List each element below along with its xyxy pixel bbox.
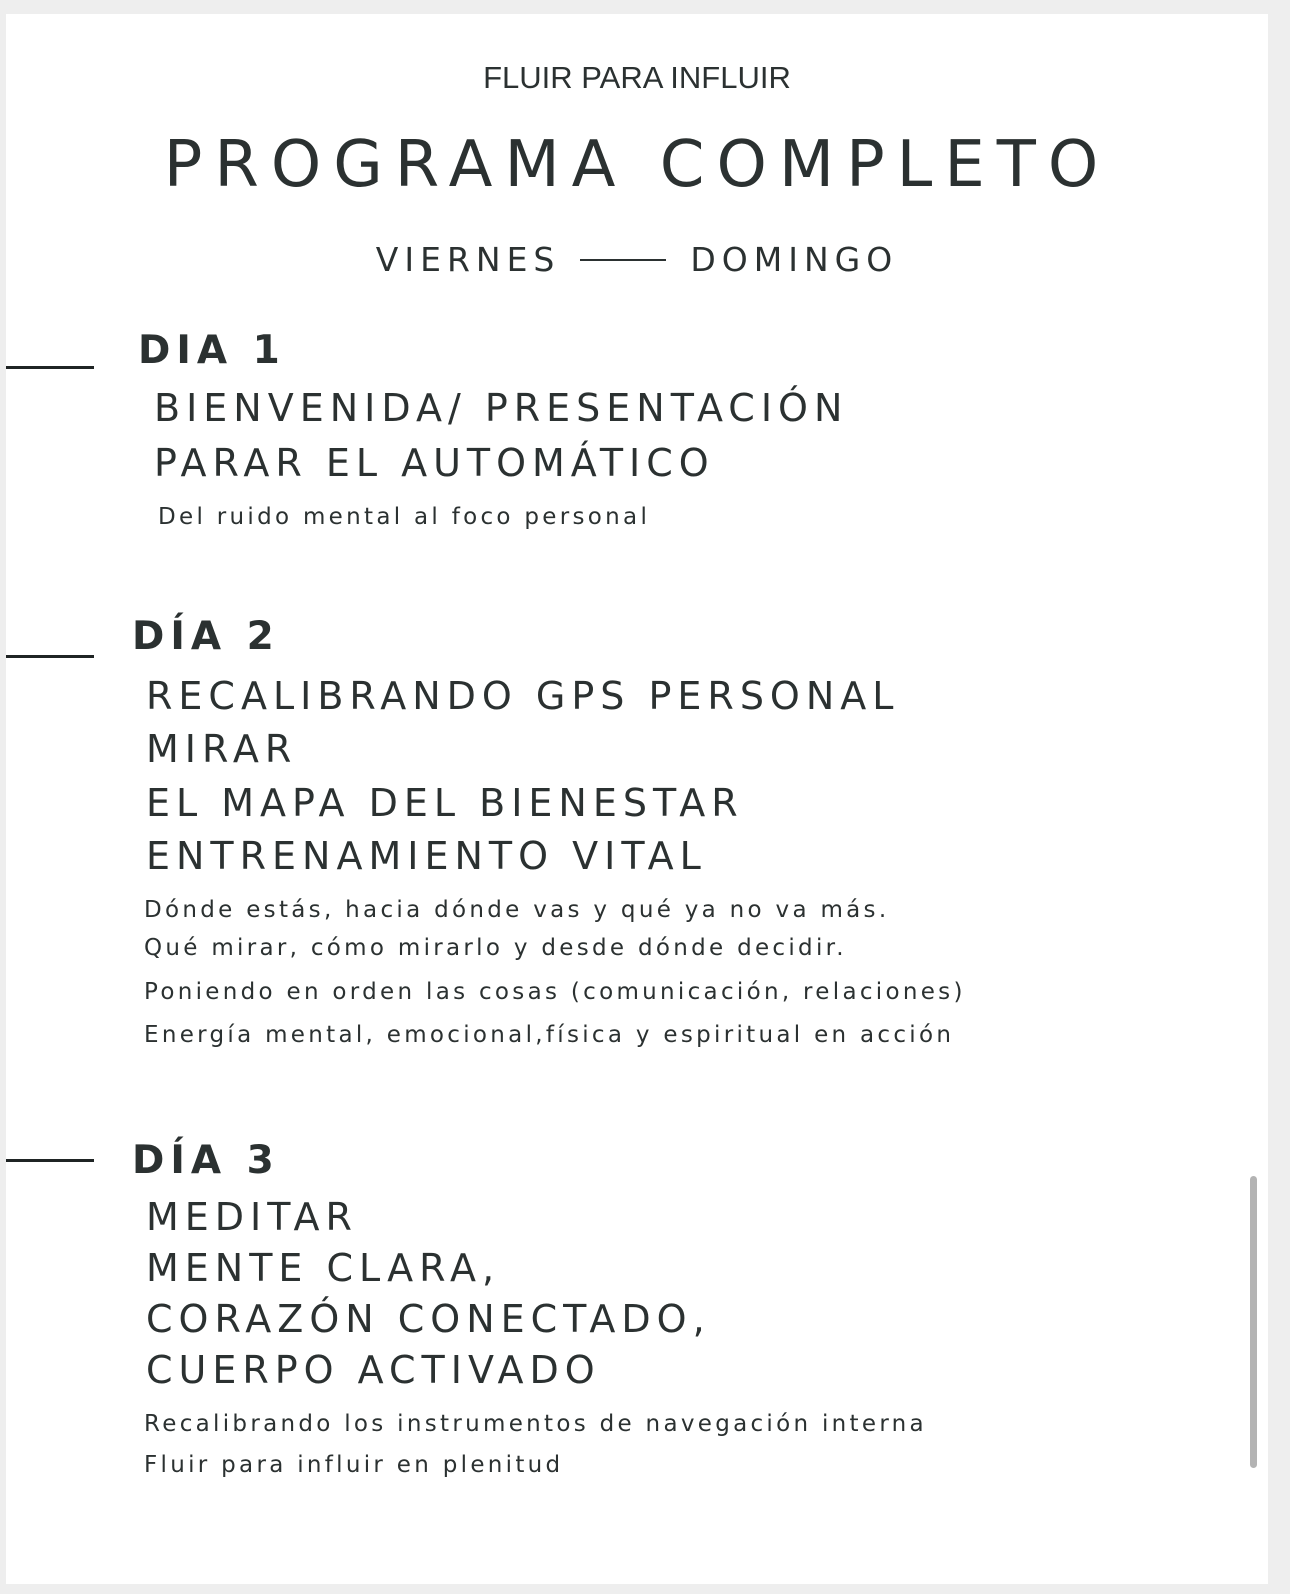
range-start: VIERNES: [375, 240, 561, 279]
day-2-description: Energía mental, emocional,física y espiritual en acción: [144, 1022, 955, 1048]
day-1-rule: [6, 366, 94, 369]
day-3-description: Fluir para influir en plenitud: [144, 1452, 564, 1478]
range-divider: [580, 259, 666, 261]
day-3-topic: CUERPO ACTIVADO: [146, 1348, 601, 1392]
program-page: [6, 14, 1268, 1584]
range-end: DOMINGO: [690, 240, 899, 279]
day-2-topic: MIRAR: [146, 727, 298, 771]
day-3-label: DÍA 3: [132, 1138, 280, 1183]
brand-name: FLUIR PARA INFLUIR: [483, 60, 791, 95]
day-3-topic: MENTE CLARA,: [146, 1246, 501, 1290]
page-title: PROGRAMA COMPLETO: [163, 128, 1111, 202]
day-1-topic: PARAR EL AUTOMÁTICO: [154, 441, 715, 485]
day-3-topic: CORAZÓN CONECTADO,: [146, 1297, 711, 1341]
day-2-topic: RECALIBRANDO GPS PERSONAL: [146, 674, 900, 718]
day-2-description: Qué mirar, cómo mirarlo y desde dónde decidir.: [144, 935, 847, 961]
day-2-description: Poniendo en orden las cosas (comunicación, relaciones): [144, 979, 966, 1005]
vertical-scrollbar[interactable]: [1250, 1176, 1257, 1468]
day-2-description: Dónde estás, hacia dónde vas y qué ya no va más.: [144, 897, 890, 923]
day-2-label: DÍA 2: [132, 614, 280, 659]
day-2-topic: ENTRENAMIENTO VITAL: [146, 834, 707, 878]
day-1-label: DIA 1: [138, 328, 286, 373]
day-1-topic: BIENVENIDA/ PRESENTACIÓN: [154, 386, 849, 430]
date-range: [6, 240, 1268, 279]
day-1-description: Del ruido mental al foco personal: [158, 504, 651, 530]
day-3-topic: MEDITAR: [146, 1195, 358, 1239]
day-3-description: Recalibrando los instrumentos de navegación interna: [144, 1411, 927, 1437]
day-3-rule: [6, 1159, 94, 1162]
day-2-rule: [6, 655, 94, 658]
day-2-topic: EL MAPA DEL BIENESTAR: [146, 781, 744, 825]
